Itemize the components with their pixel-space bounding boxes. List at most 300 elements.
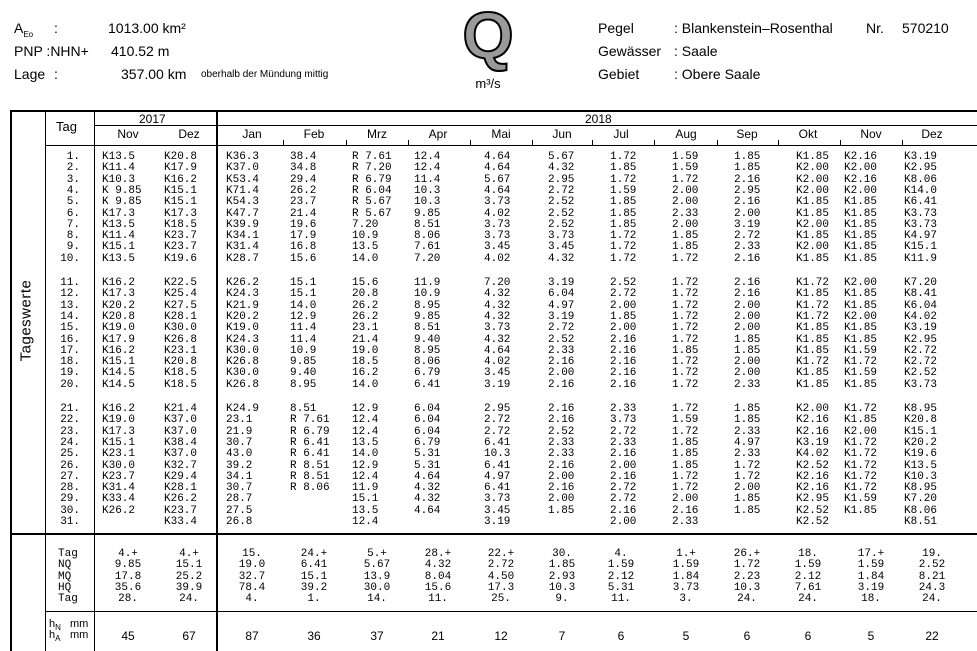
summary-value-cell: 25.	[491, 593, 511, 606]
summary-value-cell: 4.+	[118, 548, 138, 560]
day-value-cell: 2.16	[548, 356, 575, 369]
summary-value-cell: 11.	[611, 593, 631, 606]
day-value-cell: 7.20	[484, 277, 511, 289]
day-label: 10.	[60, 252, 80, 265]
gebiet-label: Gebiet	[598, 66, 640, 82]
day-value-cell: 2.52	[548, 196, 575, 209]
day-label: 23.	[60, 425, 80, 438]
day-value-cell: 4.32	[484, 333, 511, 346]
day-value-cell: K2.52	[904, 367, 938, 380]
day-value-cell: 6.41	[484, 482, 511, 495]
day-value-cell: K21.4	[164, 403, 198, 415]
month-label: Jan	[242, 127, 262, 141]
day-value-cell: 2.33	[548, 448, 575, 461]
day-value-cell: K38.4	[164, 436, 198, 449]
day-value-cell: 1.72	[610, 151, 637, 163]
day-value-cell: K1.72	[844, 448, 878, 461]
pnp-value: 410.52 m	[111, 43, 170, 59]
day-value-cell: K16.2	[164, 173, 198, 186]
day-label: 13.	[60, 299, 80, 312]
hn-sub: N	[55, 623, 61, 633]
day-value-cell: K1.85	[844, 207, 878, 220]
day-label: 15.	[60, 322, 80, 335]
summary-value-cell: 17.3	[487, 581, 515, 594]
day-value-cell: 1.72	[672, 356, 699, 369]
h-value-cell: 21	[431, 629, 445, 643]
summary-value-cell: 28.	[118, 593, 138, 606]
gebiet-value: : Obere Saale	[674, 66, 761, 82]
day-value-cell: K1.85	[844, 230, 878, 243]
day-value-cell: 2.52	[548, 333, 575, 346]
day-value-cell: K3.73	[904, 218, 938, 231]
day-value-cell: 2.72	[610, 493, 637, 506]
day-value-cell: K33.4	[164, 516, 198, 528]
day-value-cell: 39.2	[226, 459, 253, 472]
day-value-cell: R 5.67	[352, 207, 392, 220]
day-value-cell: K13.5	[904, 459, 938, 472]
month-label: Dez	[178, 127, 200, 141]
summary-value-cell: 6.41	[300, 559, 328, 572]
day-value-cell: 11.4	[290, 333, 317, 346]
summary-value-cell: 15.1	[300, 570, 328, 583]
day-value-cell: 4.32	[484, 299, 511, 312]
hn-h: h	[49, 618, 56, 630]
summary-value-cell: 18.	[798, 548, 818, 560]
day-value-cell: 10.3	[414, 184, 441, 197]
day-value-cell: 15.6	[290, 252, 317, 265]
day-value-cell: K2.72	[904, 344, 938, 357]
day-value-cell: K2.16	[796, 425, 830, 438]
day-value-cell: K8.41	[904, 288, 938, 301]
day-value-cell: K47.7	[226, 207, 260, 220]
day-label: 3.	[66, 173, 80, 186]
month-divider-tick	[717, 140, 718, 145]
summary-value-cell: 10.3	[548, 581, 576, 594]
day-value-cell: 1.85	[610, 310, 637, 323]
day-value-cell: K26.8	[226, 378, 260, 391]
day-value-cell: K37.0	[164, 425, 198, 438]
day-value-cell: 1.85	[610, 207, 637, 220]
day-value-cell: 18.5	[352, 356, 379, 369]
day-value-cell: K3.19	[904, 151, 938, 163]
daily-bottom-border	[10, 533, 977, 535]
summary-value-cell: 5.31	[607, 581, 635, 594]
day-value-cell: K1.85	[844, 252, 878, 265]
day-value-cell: K10.3	[904, 470, 938, 483]
day-value-cell: K1.85	[844, 414, 878, 427]
day-value-cell: 3.73	[484, 196, 511, 209]
summary-bottom-line	[46, 611, 977, 612]
day-value-cell: 2.72	[484, 425, 511, 438]
day-value-cell: 3.45	[548, 241, 575, 254]
day-value-cell: 1.85	[734, 162, 761, 175]
day-label: 7.	[66, 218, 80, 231]
day-value-cell: K17.9	[102, 333, 136, 346]
day-value-cell: K34.1	[226, 230, 260, 243]
day-value-cell: 9.40	[290, 367, 317, 380]
day-value-cell: 4.32	[548, 162, 575, 175]
day-value-cell: K14.0	[904, 184, 938, 197]
day-value-cell: K1.85	[796, 207, 830, 220]
month-divider-tick	[592, 140, 593, 145]
day-value-cell: K23.7	[164, 230, 198, 243]
day-value-cell: R 7.61	[290, 414, 330, 427]
day-value-cell: 3.73	[484, 322, 511, 335]
day-value-cell: 3.73	[484, 493, 511, 506]
day-value-cell: 2.16	[734, 288, 761, 301]
day-label: 17.	[60, 344, 80, 357]
pnp-label: PNP :NHN+	[14, 43, 89, 59]
h-value-cell: 36	[307, 629, 321, 643]
day-value-cell: K18.5	[164, 367, 198, 380]
day-value-cell: K53.4	[226, 173, 260, 186]
day-value-cell: K 9.85	[102, 196, 142, 209]
day-value-cell: 1.85	[610, 162, 637, 175]
h-value-cell: 5	[867, 629, 875, 643]
day-value-cell: K2.16	[844, 173, 878, 186]
day-value-cell: 10.3	[484, 448, 511, 461]
day-value-cell: K1.85	[796, 367, 830, 380]
day-value-cell: 26.2	[290, 184, 317, 197]
summary-value-cell: 1.+	[676, 548, 696, 560]
day-value-cell: K29.4	[164, 470, 198, 483]
day-value-cell: 2.16	[610, 378, 637, 391]
day-value-cell: 12.4	[352, 425, 379, 438]
day-value-cell: 30.7	[226, 436, 253, 449]
day-value-cell: 1.85	[672, 230, 699, 243]
day-value-cell: K27.5	[164, 299, 198, 312]
day-value-cell: K2.95	[796, 493, 830, 506]
day-value-cell: 5.67	[548, 151, 575, 163]
summary-value-cell: 13.9	[363, 570, 391, 583]
day-value-cell: K2.52	[796, 459, 830, 472]
day-value-cell: 9.85	[290, 356, 317, 369]
ha-unit: mm	[70, 629, 89, 641]
summary-value-cell: 1.59	[857, 559, 885, 572]
day-value-cell: 2.33	[734, 241, 761, 254]
day-value-cell: 2.00	[734, 207, 761, 220]
aeo-value: 1013.00 km²	[108, 20, 186, 36]
day-value-cell: R 6.79	[290, 425, 330, 438]
day-value-cell: K2.00	[844, 184, 878, 197]
month-label: Okt	[798, 127, 818, 141]
h-value-cell: 45	[121, 629, 135, 643]
day-value-cell: K26.8	[164, 333, 198, 346]
day-value-cell: 1.59	[610, 184, 637, 197]
day-value-cell: 15.1	[290, 288, 317, 301]
day-value-cell: K1.85	[844, 218, 878, 231]
day-value-cell: K1.72	[796, 299, 830, 312]
day-value-cell: K16.2	[102, 277, 136, 289]
day-value-cell: 2.95	[548, 173, 575, 186]
summary-value-cell: 14.	[367, 593, 387, 606]
day-label: 26.	[60, 459, 80, 472]
day-value-cell: 10.9	[414, 288, 441, 301]
summary-label: HQ	[58, 581, 72, 594]
day-value-cell: 38.4	[290, 151, 317, 163]
month-divider-tick	[778, 140, 779, 145]
day-value-cell: 1.85	[734, 493, 761, 506]
day-value-cell: 12.4	[352, 414, 379, 427]
day-value-cell: 2.00	[672, 196, 699, 209]
summary-label: Tag	[58, 548, 78, 560]
day-value-cell: 3.45	[484, 241, 511, 254]
day-value-cell: 4.97	[484, 470, 511, 483]
day-value-cell: K30.0	[226, 367, 260, 380]
day-label: 2.	[66, 162, 80, 175]
day-value-cell: K15.1	[904, 425, 938, 438]
summary-value-cell: 9.85	[114, 559, 142, 572]
day-value-cell: 9.85	[414, 310, 441, 323]
day-value-cell: 12.4	[414, 162, 441, 175]
day-value-cell: 4.02	[484, 252, 511, 265]
day-value-cell: 11.4	[290, 322, 317, 335]
day-value-cell: 2.33	[734, 425, 761, 438]
day-value-cell: K18.5	[164, 378, 198, 391]
day-value-cell: 2.16	[610, 470, 637, 483]
h-value-cell: 7	[558, 629, 566, 643]
summary-value-cell: 11.	[428, 593, 448, 606]
day-value-cell: 2.00	[672, 493, 699, 506]
day-value-cell: R 6.41	[290, 436, 330, 449]
day-value-cell: 2.72	[610, 425, 637, 438]
day-value-cell: 12.4	[352, 516, 379, 528]
day-label: 31.	[60, 516, 80, 528]
day-value-cell: 2.00	[548, 367, 575, 380]
day-value-cell: 1.59	[672, 151, 699, 163]
day-value-cell: 6.04	[414, 414, 441, 427]
day-value-cell: 26.2	[352, 299, 379, 312]
day-value-cell: K33.4	[102, 493, 136, 506]
day-label: 22.	[60, 414, 80, 427]
day-value-cell: K2.00	[844, 310, 878, 323]
day-value-cell: 2.33	[672, 207, 699, 220]
day-value-cell: 9.40	[414, 333, 441, 346]
day-value-cell: K37.0	[226, 162, 260, 175]
day-value-cell: K8.06	[904, 504, 938, 517]
gewaesser-label: Gewässer	[598, 43, 662, 59]
day-value-cell: 1.85	[672, 436, 699, 449]
day-value-cell: 12.9	[352, 403, 379, 415]
day-value-cell: 3.19	[548, 277, 575, 289]
day-value-cell: K30.0	[102, 459, 136, 472]
day-value-cell: 1.85	[734, 504, 761, 517]
day-value-cell: 10.9	[290, 344, 317, 357]
day-value-cell: K13.5	[102, 218, 136, 231]
day-value-cell: K26.2	[102, 504, 136, 517]
summary-value-cell: 4.50	[487, 570, 515, 583]
day-value-cell: K1.72	[844, 482, 878, 495]
day-value-cell: 9.85	[414, 207, 441, 220]
day-value-cell: 1.72	[672, 277, 699, 289]
summary-value-cell: 1.59	[672, 559, 700, 572]
tag-col-border	[94, 110, 95, 651]
day-value-cell: 8.06	[414, 230, 441, 243]
day-value-cell: 8.51	[414, 218, 441, 231]
day-value-cell: 1.72	[610, 173, 637, 186]
day-value-cell: 2.72	[610, 288, 637, 301]
day-label: 18.	[60, 356, 80, 369]
summary-value-cell: 5.+	[367, 548, 387, 560]
day-value-cell: K3.19	[904, 322, 938, 335]
day-value-cell: K8.95	[904, 403, 938, 415]
h-value-cell: 6	[617, 629, 625, 643]
day-value-cell: 2.16	[610, 367, 637, 380]
day-value-cell: 2.52	[548, 207, 575, 220]
summary-value-cell: 24.3	[918, 581, 946, 594]
day-value-cell: K24.9	[226, 403, 260, 415]
day-value-cell: 1.72	[672, 310, 699, 323]
lage-colon: :	[54, 66, 58, 82]
day-value-cell: K2.00	[796, 162, 830, 175]
day-value-cell: 4.64	[484, 162, 511, 175]
summary-label: MQ	[58, 570, 72, 583]
day-value-cell: K37.0	[164, 448, 198, 461]
day-value-cell: K1.85	[844, 241, 878, 254]
summary-value-cell: 5.67	[363, 559, 391, 572]
day-value-cell: 19.0	[352, 344, 379, 357]
summary-value-cell: 22.+	[487, 548, 515, 560]
day-value-cell: 11.9	[352, 482, 379, 495]
day-value-cell: R 8.06	[290, 482, 330, 495]
day-value-cell: 5.31	[414, 448, 441, 461]
day-value-cell: 1.72	[672, 403, 699, 415]
ha-sub: A	[55, 634, 61, 644]
day-value-cell: K3.73	[904, 207, 938, 220]
day-label: 30.	[60, 504, 80, 517]
day-value-cell: 16.8	[290, 241, 317, 254]
day-label: 25.	[60, 448, 80, 461]
ha-h: h	[49, 629, 56, 641]
day-value-cell: K20.2	[904, 436, 938, 449]
day-value-cell: 2.33	[610, 436, 637, 449]
day-value-cell: K2.52	[796, 504, 830, 517]
month-label: Mai	[491, 127, 511, 141]
month-header-bottom	[46, 145, 977, 146]
day-value-cell: 2.52	[548, 425, 575, 438]
day-value-cell: 6.79	[414, 436, 441, 449]
day-value-cell: 1.72	[672, 482, 699, 495]
summary-value-cell: 39.2	[300, 581, 328, 594]
day-value-cell: K1.85	[796, 252, 830, 265]
summary-value-cell: 30.	[552, 548, 572, 560]
month-divider-tick	[346, 140, 347, 145]
day-value-cell: K3.19	[796, 436, 830, 449]
day-value-cell: K15.1	[102, 436, 136, 449]
day-value-cell: K22.5	[164, 277, 198, 289]
day-value-cell: K1.85	[796, 333, 830, 346]
day-label: 4.	[66, 184, 80, 197]
day-value-cell: 1.85	[672, 459, 699, 472]
day-value-cell: K7.20	[904, 277, 938, 289]
day-value-cell: K25.4	[164, 288, 198, 301]
day-value-cell: K2.16	[796, 470, 830, 483]
day-value-cell: 2.00	[734, 367, 761, 380]
day-label: 16.	[60, 333, 80, 346]
day-value-cell: K30.0	[164, 322, 198, 335]
day-value-cell: 1.72	[610, 241, 637, 254]
day-value-cell: K26.8	[226, 356, 260, 369]
day-value-cell: K20.2	[102, 299, 136, 312]
pegel-label: Pegel	[598, 20, 634, 36]
unit-label: m³/s	[475, 76, 501, 91]
day-value-cell: K2.95	[904, 162, 938, 175]
day-value-cell: K8.06	[904, 173, 938, 186]
summary-value-cell: 24.	[922, 593, 942, 606]
day-value-cell: 4.64	[484, 151, 511, 163]
day-value-cell: 14.0	[352, 378, 379, 391]
day-value-cell: 15.1	[290, 277, 317, 289]
day-value-cell: 4.02	[484, 356, 511, 369]
day-value-cell: 2.16	[734, 196, 761, 209]
day-value-cell: 4.97	[734, 436, 761, 449]
day-value-cell: K20.8	[164, 356, 198, 369]
day-label: 1.	[66, 151, 80, 163]
summary-value-cell: 19.0	[238, 559, 266, 572]
day-value-cell: 11.9	[414, 277, 441, 289]
day-value-cell: 3.73	[548, 230, 575, 243]
month-divider-tick	[470, 140, 471, 145]
day-value-cell: 2.00	[548, 470, 575, 483]
day-value-cell: 3.73	[610, 414, 637, 427]
day-value-cell: 2.00	[548, 493, 575, 506]
day-value-cell: 1.59	[672, 162, 699, 175]
day-value-cell: K21.9	[226, 299, 260, 312]
summary-value-cell: 15.6	[424, 581, 452, 594]
day-value-cell: K1.85	[796, 288, 830, 301]
day-value-cell: 12.4	[414, 151, 441, 163]
summary-value-cell: 39.9	[175, 581, 203, 594]
day-value-cell: 15.6	[352, 277, 379, 289]
year-2017-label: 2017	[139, 112, 166, 126]
day-value-cell: K1.85	[844, 288, 878, 301]
day-value-cell: 1.72	[672, 322, 699, 335]
summary-value-cell: 1.85	[548, 559, 576, 572]
month-label: Nov	[117, 127, 139, 141]
header-right	[0, 0, 977, 90]
summary-value-cell: 3.	[679, 593, 693, 606]
day-value-cell: K2.00	[796, 218, 830, 231]
day-value-cell: 21.4	[352, 333, 379, 346]
month-label: Mrz	[367, 127, 387, 141]
summary-value-cell: 24.	[798, 593, 818, 606]
day-value-cell: K6.41	[904, 196, 938, 209]
day-value-cell: R 5.67	[352, 196, 392, 209]
lage-label: Lage	[14, 66, 46, 82]
day-value-cell: 12.9	[352, 459, 379, 472]
day-value-cell: 3.45	[484, 367, 511, 380]
day-value-cell: K16.2	[102, 403, 136, 415]
day-value-cell: 1.85	[548, 504, 575, 517]
summary-value-cell: 8.21	[918, 570, 946, 583]
day-value-cell: 15.1	[352, 493, 379, 506]
summary-value-cell: 78.4	[238, 581, 266, 594]
summary-value-cell: 15.	[242, 548, 262, 560]
day-value-cell: K19.0	[102, 322, 136, 335]
ha-label	[49, 629, 60, 643]
day-value-cell: 2.72	[548, 184, 575, 197]
day-value-cell: K28.7	[226, 252, 260, 265]
day-value-cell: 2.33	[734, 448, 761, 461]
day-value-cell: 20.8	[352, 288, 379, 301]
day-value-cell: 1.72	[672, 378, 699, 391]
day-label: 29.	[60, 493, 80, 506]
day-value-cell: K2.16	[796, 482, 830, 495]
day-value-cell: 4.64	[414, 470, 441, 483]
day-value-cell: 23.1	[352, 322, 379, 335]
day-value-cell: K1.85	[844, 504, 878, 517]
lage-value: 357.00 km	[121, 66, 187, 82]
